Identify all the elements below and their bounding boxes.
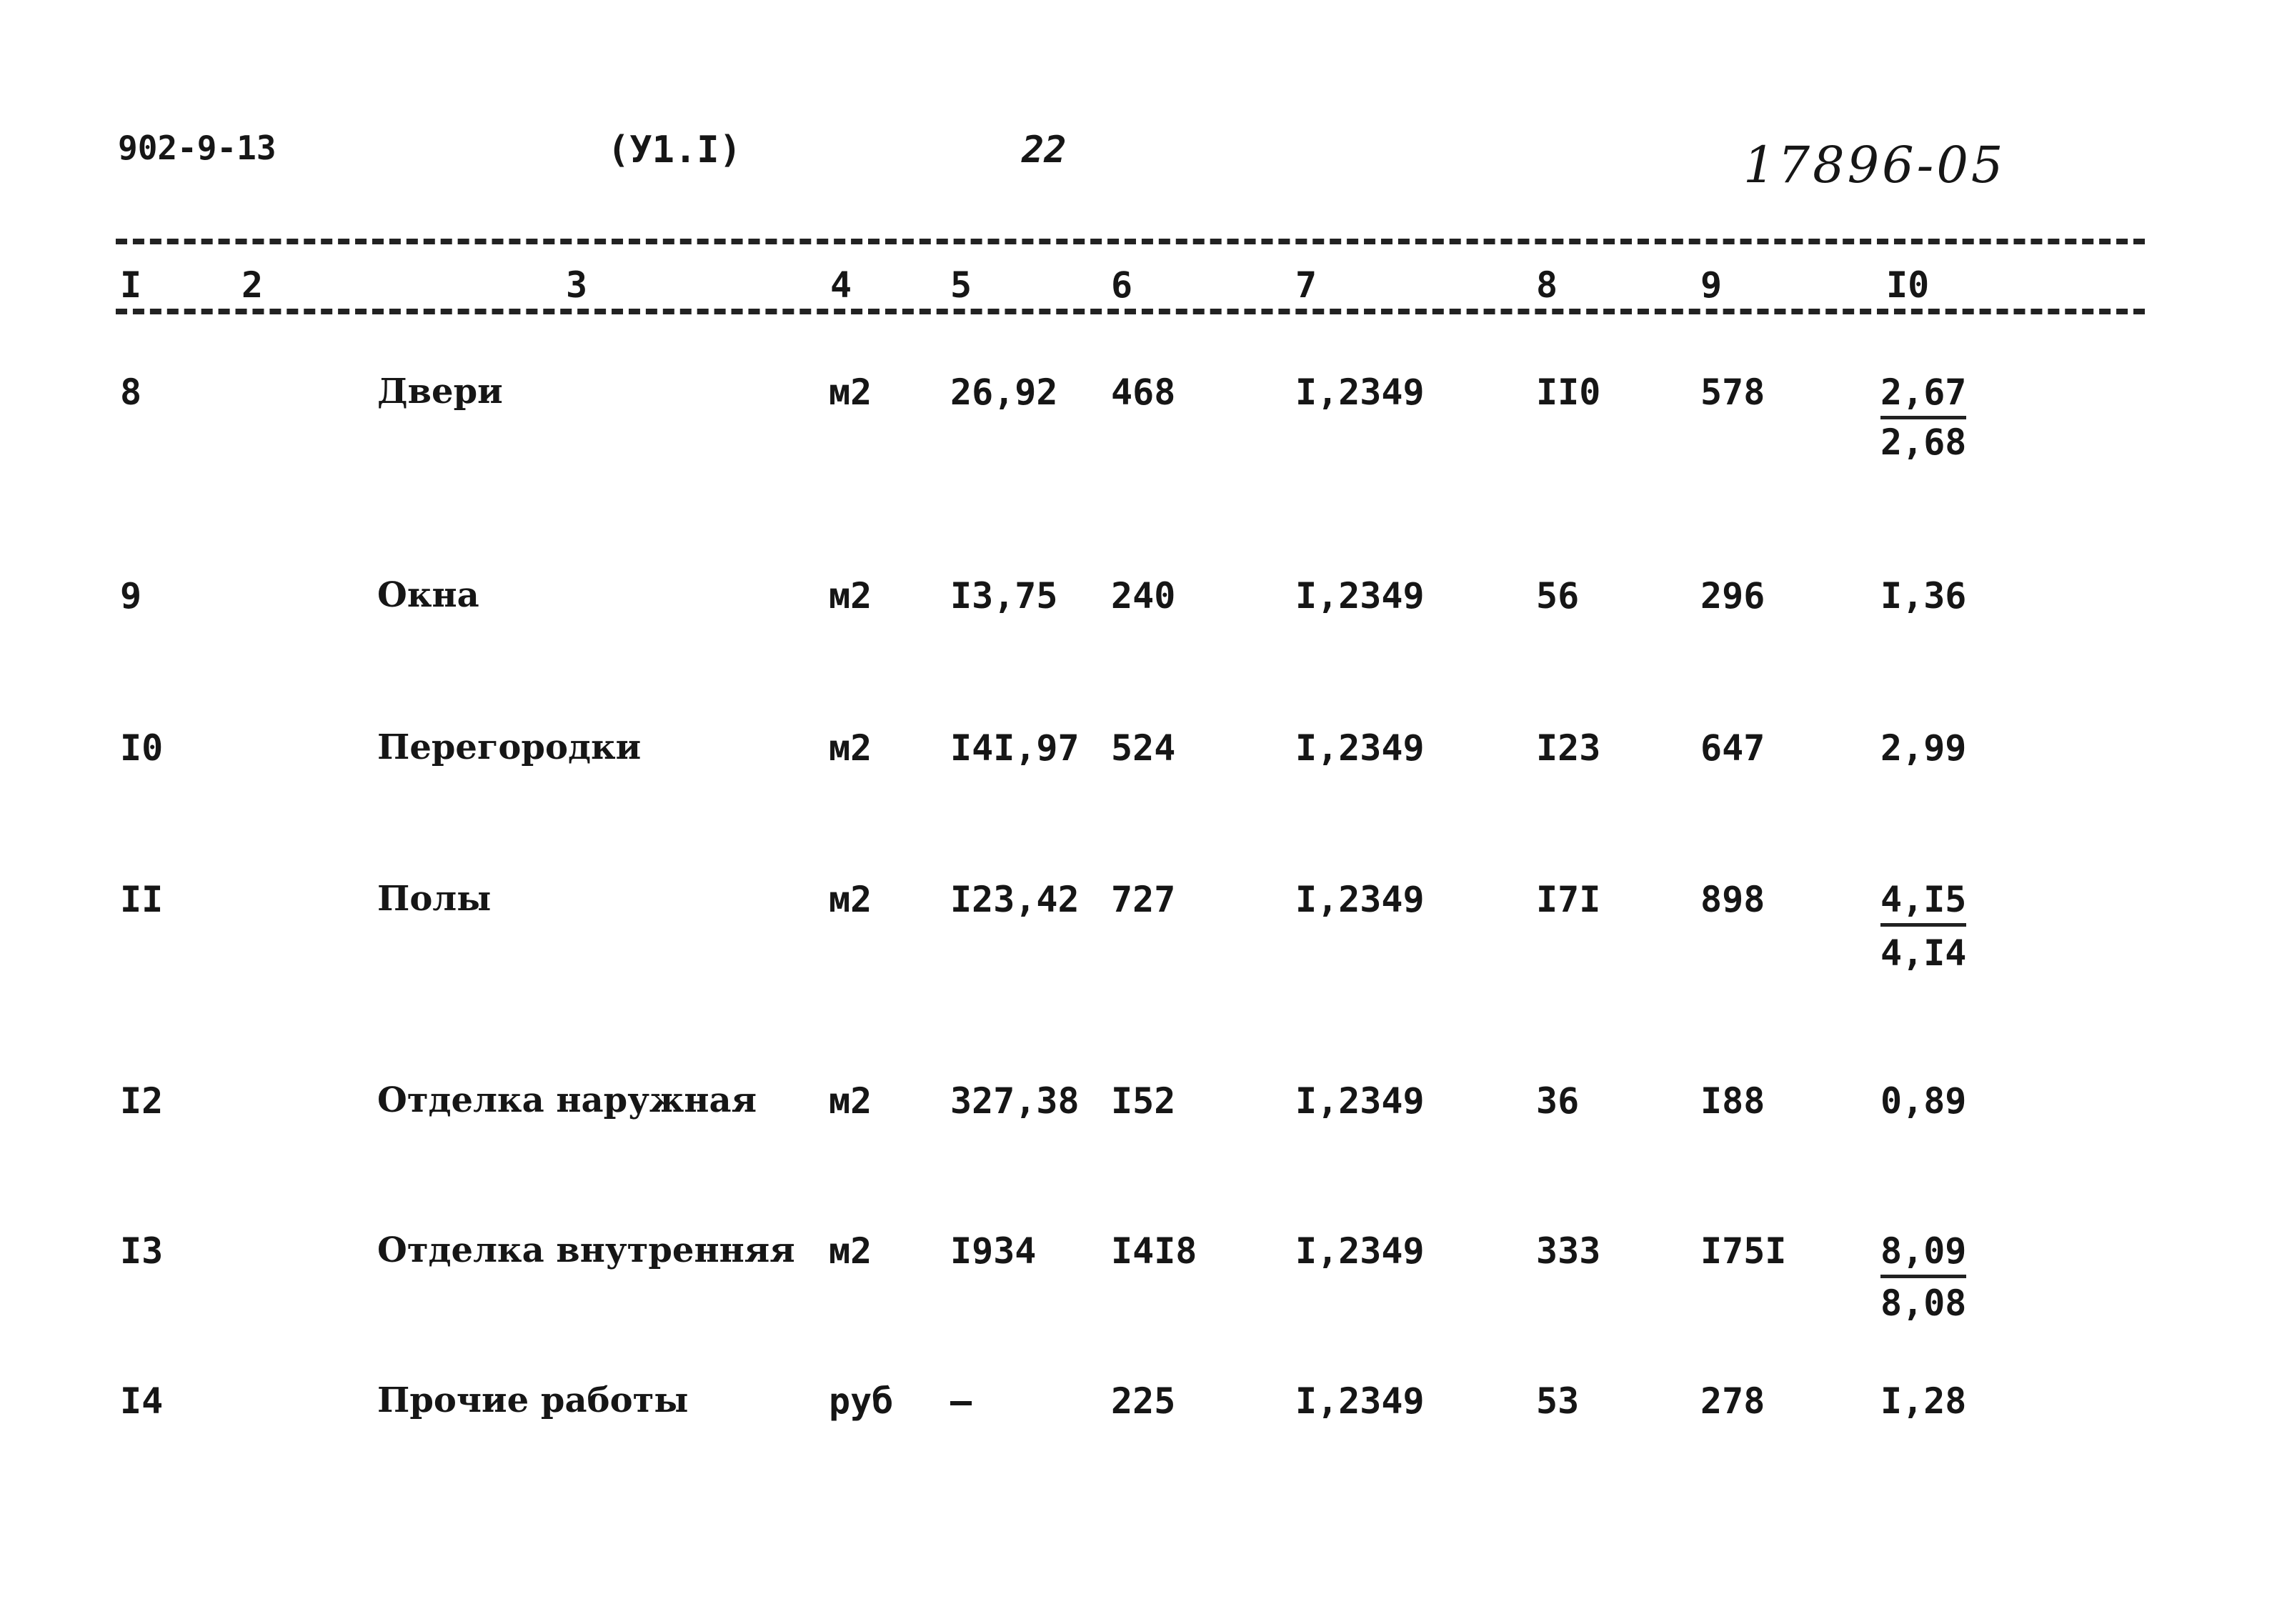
col8-value: 333: [1536, 1230, 1601, 1272]
unit: м2: [829, 727, 872, 769]
col9-value: I75I: [1700, 1230, 1787, 1272]
column-number-7: 7: [1295, 264, 1317, 306]
column-number-10: I0: [1886, 264, 1930, 306]
col8-value: 53: [1536, 1380, 1580, 1422]
col10-value-top: [1880, 879, 1966, 927]
col5-value: 327,38: [950, 1080, 1080, 1122]
row-number: 9: [120, 575, 142, 617]
unit: м2: [829, 879, 872, 920]
row-number: II: [120, 879, 164, 920]
col9-value: I88: [1700, 1080, 1765, 1122]
col9-value: 898: [1700, 879, 1765, 920]
col5-value: I3,75: [950, 575, 1058, 617]
column-number-4: 4: [830, 264, 852, 306]
section-label: (У1.I): [607, 129, 742, 171]
col10-value-bottom: 8,08: [1880, 1282, 1967, 1324]
unit: руб: [829, 1380, 894, 1422]
work-name: Двери: [377, 372, 503, 412]
col7-coefficient: I,2349: [1295, 1080, 1425, 1122]
col6-value: 524: [1111, 727, 1176, 769]
column-number-1: I: [120, 264, 142, 306]
page-number: 22: [1022, 129, 1067, 171]
col10-fraction-top: 8,09: [1880, 1230, 1966, 1278]
col7-coefficient: I,2349: [1295, 575, 1425, 617]
work-name: Отделка наружная: [377, 1080, 757, 1120]
col5-value: I4I,97: [950, 727, 1080, 769]
unit: м2: [829, 575, 872, 617]
col10-value: 0,89: [1880, 1080, 1967, 1122]
col9-value: 278: [1700, 1380, 1765, 1422]
col8-value: I23: [1536, 727, 1601, 769]
col10-fraction-top: 2,67: [1880, 372, 1966, 419]
work-name: Отделка внутренняя: [377, 1230, 795, 1270]
document-number: 17896-05: [1743, 136, 2006, 194]
col10-value-bottom: 2,68: [1880, 422, 1967, 463]
col9-value: 296: [1700, 575, 1765, 617]
col7-coefficient: I,2349: [1295, 1230, 1425, 1272]
col6-value: I4I8: [1111, 1230, 1197, 1272]
col6-value: I52: [1111, 1080, 1176, 1122]
column-number-9: 9: [1700, 264, 1723, 306]
col10-value: I,36: [1880, 575, 1967, 617]
col6-value: 240: [1111, 575, 1176, 617]
row-number: 8: [120, 372, 142, 413]
col10-value-bottom: 4,I4: [1880, 932, 1967, 974]
unit: м2: [829, 1230, 872, 1272]
unit: м2: [829, 1080, 872, 1122]
col10-fraction-top: 4,I5: [1880, 879, 1966, 927]
col10-value-top: [1880, 372, 1966, 419]
col6-value: 727: [1111, 879, 1176, 920]
column-number-3: 3: [566, 264, 588, 306]
unit: м2: [829, 372, 872, 413]
work-name: Окна: [377, 575, 479, 615]
document-code: 902-9-13: [118, 129, 276, 167]
column-number-2: 2: [241, 264, 264, 306]
work-name: Перегородки: [377, 727, 642, 767]
column-number-5: 5: [950, 264, 972, 306]
col8-value: I7I: [1536, 879, 1601, 920]
col5-value: –: [950, 1380, 972, 1422]
col7-coefficient: I,2349: [1295, 1380, 1425, 1422]
column-header-bottom-rule: [116, 309, 2145, 314]
col10-value-top: [1880, 1230, 1966, 1278]
column-number-8: 8: [1536, 264, 1558, 306]
col5-value: 26,92: [950, 372, 1058, 413]
col8-value: 56: [1536, 575, 1580, 617]
row-number: I0: [120, 727, 164, 769]
row-number: I2: [120, 1080, 164, 1122]
col9-value: 578: [1700, 372, 1765, 413]
col7-coefficient: I,2349: [1295, 727, 1425, 769]
col5-value: I23,42: [950, 879, 1080, 920]
column-number-6: 6: [1111, 264, 1133, 306]
col7-coefficient: I,2349: [1295, 879, 1425, 920]
column-header-top-rule: [116, 239, 2145, 244]
col10-value: 2,99: [1880, 727, 1967, 769]
col7-coefficient: I,2349: [1295, 372, 1425, 413]
work-name: Прочие работы: [377, 1380, 689, 1420]
work-name: Полы: [377, 879, 492, 919]
col8-value: II0: [1536, 372, 1601, 413]
col9-value: 647: [1700, 727, 1765, 769]
row-number: I4: [120, 1380, 164, 1422]
col6-value: 468: [1111, 372, 1176, 413]
col10-value: I,28: [1880, 1380, 1967, 1422]
col5-value: I934: [950, 1230, 1037, 1272]
col8-value: 36: [1536, 1080, 1580, 1122]
col6-value: 225: [1111, 1380, 1176, 1422]
row-number: I3: [120, 1230, 164, 1272]
